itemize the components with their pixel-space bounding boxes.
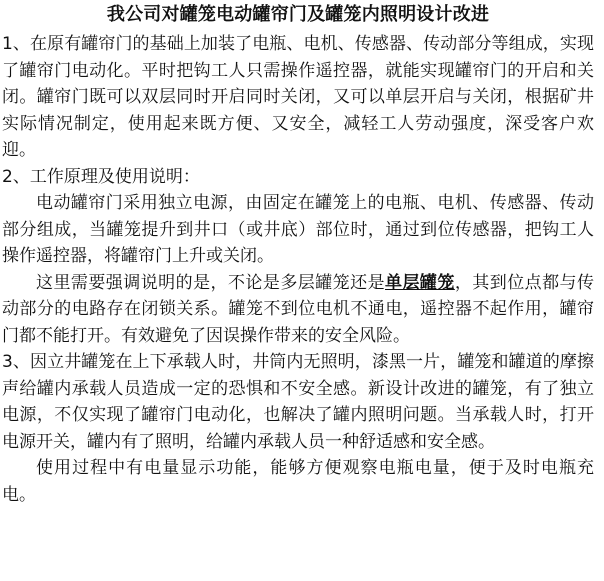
section-2-heading: 2、工作原理及使用说明： (2, 166, 200, 187)
emphasis-single-layer-cage: 单层罐笼 (385, 272, 455, 293)
section-2-paragraph-2 (2, 270, 594, 350)
document-title: 我公司对罐笼电动罐帘门及罐笼内照明设计改进 (106, 4, 490, 25)
section-2-text-before: 这里需要强调说明的是，不论是多层罐笼还是 (36, 272, 386, 293)
section-3-paragraph-2: 使用过程中有电量显示功能，能够方便观察电瓶电量，便于及时电瓶充电。 (2, 458, 594, 505)
section-2-paragraph-1: 电动罐帘门采用独立电源，由固定在罐笼上的电瓶、电机、传感器、传动部分组成，当罐笼提升到井口（或井底）部位时，通过到位传感器，把钩工人操作遥控器，将罐帘门上升或关闭。 (2, 193, 594, 266)
section-1-paragraph: 1、在原有罐帘门的基础上加装了电瓶、电机、传感器、传动部分等组成，实现了罐帘门电动化。平时把钩工人只需操作遥控器，就能实现罐帘门的开启和关闭。罐帘门既可以双层同时开启同时关闭，又可以单层开启与关闭，根据矿井实际情况制定，使用起来既方便、又安全，减轻工人劳动强度，深受客户欢迎。 (2, 34, 594, 160)
section-2-text-after: ，其到位点都与传动部分的电路存在闭锁关系。罐笼不到位电机不通电，遥控器不起作用，罐帘门都不能打开。有效避免了因误操作带来的安全风险。 (2, 272, 595, 346)
section-3-paragraph: 3、因立井罐笼在上下承载人时，井筒内无照明，漆黑一片，罐笼和罐道的摩擦声给罐内承载人员造成一定的恐惧和不安全感。新设计改进的罐笼，有了独立电源，不仅实现了罐帘门电动化，也解决了罐内照明问题。当承载人时，打开电源开关，罐内有了照明，给罐内承载人员一种舒适感和安全感。 (2, 352, 594, 452)
